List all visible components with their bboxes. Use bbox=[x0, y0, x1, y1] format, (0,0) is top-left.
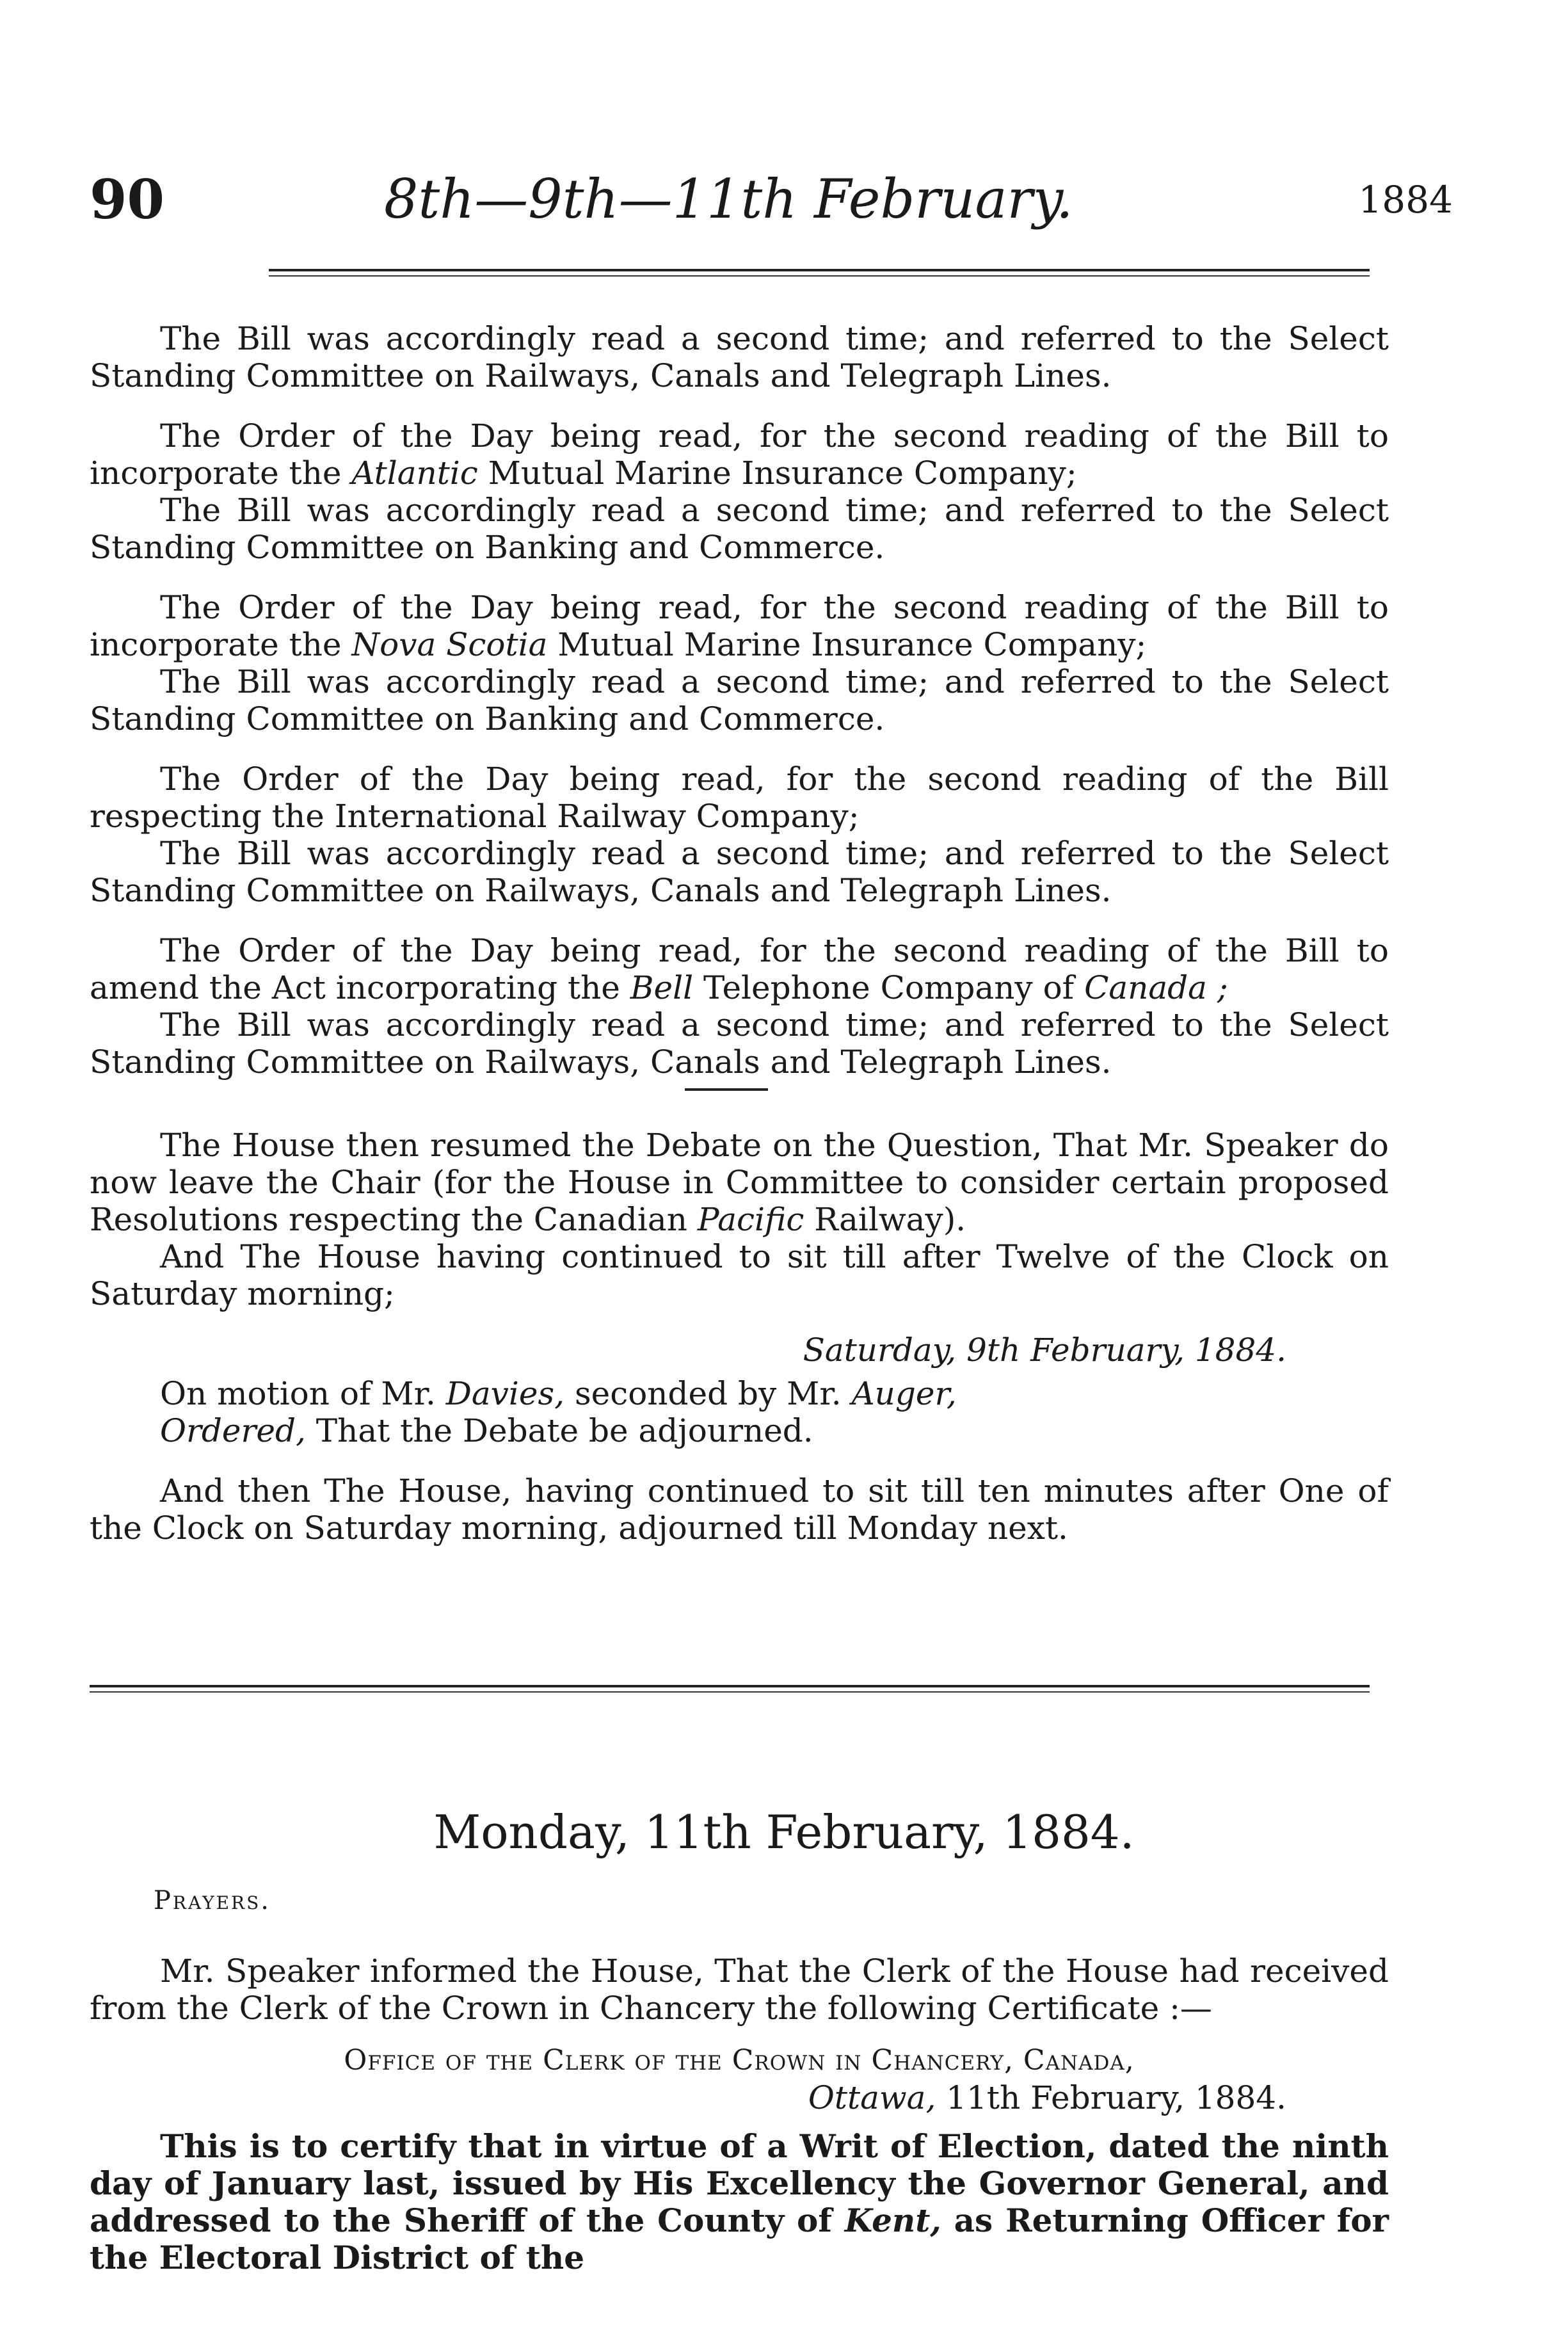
certificate-date bbox=[90, 2079, 1389, 2116]
text-span: as Returning Officer for the Electoral District of the bbox=[90, 2201, 1389, 2276]
order-of-day-nova-scotia bbox=[90, 589, 1389, 663]
text-span: The House then resumed the Debate on the Question, That Mr. Speaker do now leave the Chair (for the House in Committee to consider certain proposed Resolutions respecting the Canadian bbox=[90, 1127, 1389, 1238]
italic-span: Davies, bbox=[445, 1375, 565, 1412]
order-of-day-railway: The Order of the Day being read, for the second reading of the Bill respecting the International Railway Company; bbox=[90, 761, 1389, 835]
proceedings-debate bbox=[90, 1127, 1389, 1570]
bill-referred-railways: The Bill was accordingly read a second time; and referred to the Select Standing Committee on Railways, Canals and Telegraph Lines. bbox=[90, 1006, 1389, 1081]
text-span: That the Debate be adjourned. bbox=[305, 1412, 813, 1449]
bill-referred-railways: The Bill was accordingly read a second time; and referred to the Select Standing Committee on Railways, Canals and Telegraph Lines. bbox=[90, 835, 1389, 909]
italic-span: Bell bbox=[630, 969, 694, 1006]
house-adjourned: And then The House, having continued to sit till ten minutes after One of the Clock on Saturday morning, adjourned till Monday next. bbox=[90, 1472, 1389, 1547]
section-divider bbox=[685, 1088, 768, 1091]
italic-span: Pacific bbox=[697, 1201, 804, 1238]
running-title: 8th—9th—11th February. bbox=[384, 168, 1073, 230]
text-span: The Order of the Day being read, for the second reading of the Bill to amend the Act incorporating the bbox=[90, 932, 1389, 1006]
debate-resumed bbox=[90, 1127, 1389, 1238]
text-span: The Order of the Day being read, for the second reading of the Bill to incorporate the bbox=[90, 589, 1389, 663]
page-header bbox=[90, 168, 1453, 238]
speaker-informed: Mr. Speaker informed the House, That the Clerk of the House had received from the Clerk of the Crown in Chancery the following Certificate :— bbox=[90, 1952, 1389, 2027]
paragraph-1 bbox=[90, 320, 1389, 394]
page-number: 90 bbox=[90, 168, 164, 231]
paragraph-nova-scotia bbox=[90, 589, 1389, 737]
bill-referred-banking: The Bill was accordingly read a second time; and referred to the Select Standing Committee on Banking and Commerce. bbox=[90, 492, 1389, 566]
proceedings-8th-february bbox=[90, 320, 1389, 1104]
certificate-office: Office of the Clerk of the Crown in Chancery, Canada, bbox=[344, 2044, 1135, 2077]
text-span: On motion of Mr. bbox=[160, 1375, 446, 1412]
day-heading: Monday, 11th February, 1884. bbox=[433, 1805, 1135, 1859]
italic-span: Kent, bbox=[844, 2201, 941, 2239]
italic-span: Auger, bbox=[851, 1375, 957, 1412]
paragraph-debate bbox=[90, 1127, 1389, 1312]
italic-span: Nova Scotia bbox=[351, 626, 548, 663]
text-span: Mutual Marine Insurance Company; bbox=[477, 455, 1077, 492]
text-span: seconded by Mr. bbox=[564, 1375, 852, 1412]
paragraph-adjourned bbox=[90, 1472, 1389, 1547]
paragraph-certificate bbox=[90, 2128, 1389, 2276]
ordered bbox=[90, 1412, 1389, 1449]
paragraph-text: The Bill was accordingly read a second time; and referred to the Select Standing Committee on Railways, Canals and Telegraph Lines. bbox=[90, 320, 1389, 394]
header-year: 1884 bbox=[1358, 178, 1453, 221]
text-span: Mutual Marine Insurance Company; bbox=[547, 626, 1147, 663]
text-span: Telephone Company of bbox=[693, 969, 1085, 1006]
certificate-text bbox=[90, 2128, 1389, 2276]
proceedings-11th-february bbox=[90, 1952, 1389, 2299]
paragraph-atlantic bbox=[90, 417, 1389, 566]
order-of-day-bell bbox=[90, 932, 1389, 1006]
day-divider-rule bbox=[90, 1685, 1370, 1687]
motion bbox=[90, 1375, 1389, 1412]
paragraph-speaker bbox=[90, 1952, 1389, 2027]
prayers-label: Prayers. bbox=[154, 1886, 271, 1915]
italic-span: Ottawa, bbox=[808, 2079, 936, 2116]
italic-span: Atlantic bbox=[351, 455, 478, 492]
text-span: 11th February, 1884. bbox=[936, 2079, 1286, 2116]
house-continued: And The House having continued to sit till after Twelve of the Clock on Saturday morning; bbox=[90, 1238, 1389, 1312]
text-span: Railway). bbox=[804, 1201, 966, 1238]
header-rule bbox=[269, 269, 1370, 271]
order-of-day-atlantic bbox=[90, 417, 1389, 492]
italic-span: Ordered, bbox=[160, 1412, 306, 1449]
paragraph-international-railway bbox=[90, 761, 1389, 909]
paragraph-bell-telephone bbox=[90, 932, 1389, 1081]
saturday-date: Saturday, 9th February, 1884. bbox=[803, 1332, 1286, 1369]
italic-span: Canada ; bbox=[1084, 969, 1228, 1006]
text-span: The Order of the Day being read, for the second reading of the Bill to incorporate the bbox=[90, 417, 1389, 492]
bill-referred-banking: The Bill was accordingly read a second time; and referred to the Select Standing Committee on Banking and Commerce. bbox=[90, 663, 1389, 737]
text-span: This is to certify that in virtue of a Writ of Election, dated the ninth day of January last, issued by His Excellency the Governor General, and addressed to the Sheriff of the County of bbox=[90, 2127, 1389, 2239]
